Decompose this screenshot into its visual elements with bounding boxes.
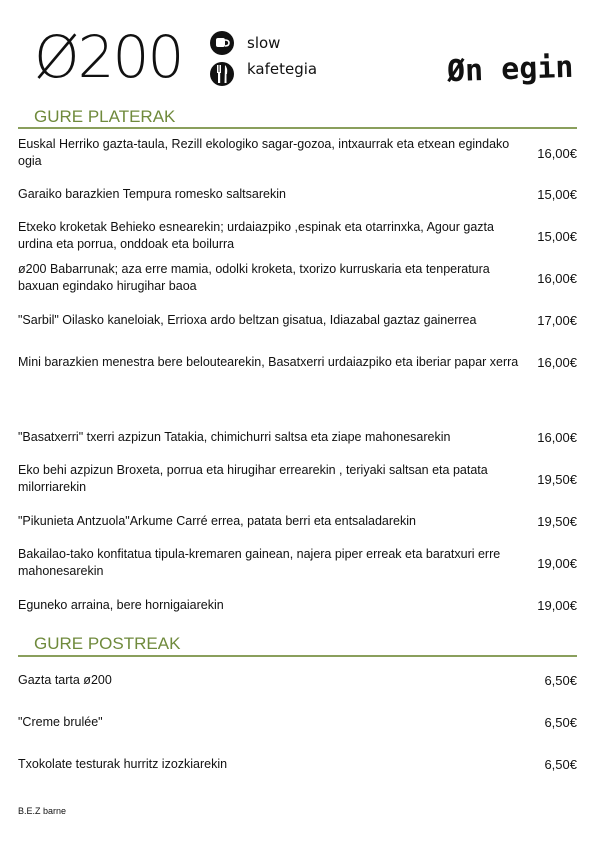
- menu-item-price: 16,00€: [537, 354, 577, 370]
- menu-item: [18, 462, 577, 496]
- logo-text: Ø200: [34, 23, 183, 91]
- menu-item: [18, 136, 577, 170]
- menu-item-name: "Basatxerri" txerri azpizun Tatakia, chimichurri saltsa eta ziape mahonesarekin: [18, 430, 451, 444]
- section-title-postreak: GURE POSTREAK: [34, 634, 181, 653]
- menu-item: [18, 345, 577, 379]
- logo-line-kafetegia: kafetegia: [247, 60, 318, 78]
- menu-item-price: 17,00€: [537, 313, 577, 328]
- menu-item: [18, 714, 577, 731]
- signature: Øn egin: [445, 49, 574, 90]
- menu-item-name: "Pikunieta Antzuola"Arkume Carré errea, patata berri eta entsaladarekin: [18, 514, 416, 528]
- menu-item-price: 6,50€: [544, 757, 577, 772]
- menu-item-price: 6,50€: [544, 673, 577, 688]
- menu-item-name: Mini barazkien menestra bere beloutearekin, Basatxerri urdaiazpiko eta iberiar papar xerra: [18, 354, 519, 369]
- footer-note: B.E.Z barne: [18, 806, 67, 816]
- section-title-platerak: GURE PLATERAK: [34, 107, 176, 126]
- menu-item-price: 19,50€: [537, 514, 577, 529]
- menu-item-name: "Sarbil" Oilasko kaneloiak, Errioxa ardo beltzan gisatua, Idiazabal gaztaz gainerrea: [18, 313, 477, 327]
- menu-item-price: 19,50€: [537, 471, 577, 487]
- menu-item-price: 16,00€: [537, 145, 577, 161]
- menu-item-name: "Creme brulée": [18, 715, 103, 729]
- menu-item-price: 6,50€: [544, 715, 577, 730]
- menu-item: [18, 186, 577, 203]
- menu-item-price: 19,00€: [537, 555, 577, 571]
- coffee-cutlery-icon: [209, 30, 235, 90]
- menu-item: [18, 597, 577, 614]
- menu-item-price: 15,00€: [537, 187, 577, 202]
- menu-item-name: Gazta tarta ø200: [18, 673, 112, 687]
- logo-words: [247, 30, 317, 82]
- menu-item-name: ø200 Babarrunak; aza erre mamia, odolki kroketa, txorizo kurruskaria eta tenperatura baxuan egindako hirugihar baoa: [18, 262, 490, 293]
- menu-item-name: Eko behi azpizun Broxeta, porrua eta hirugihar errearekin , teriyaki saltsan eta patata milorriarekin: [18, 463, 488, 494]
- logo: [34, 22, 334, 97]
- menu-item-price: 16,00€: [537, 430, 577, 445]
- menu-item-name: Etxeko kroketak Behieko esnearekin; urdaiazpiko ,espinak eta otarrinxka, Agour gazta urdina eta porrua, onddoak eta boilurra: [18, 220, 494, 251]
- menu-item: [18, 756, 577, 773]
- menu-item: [18, 312, 577, 329]
- menu-item: [18, 429, 577, 446]
- section-divider: [18, 127, 577, 129]
- menu-item: [18, 513, 577, 530]
- menu-item-price: 16,00€: [537, 270, 577, 286]
- menu-item-price: 15,00€: [537, 228, 577, 244]
- menu-item: [18, 219, 577, 253]
- menu-item-name: Txokolate testurak hurritz izozkiarekin: [18, 757, 228, 771]
- menu-item: [18, 546, 577, 580]
- menu-item-name: Euskal Herriko gazta-taula, Rezill ekologiko sagar-gozoa, intxaurrak eta etxean egindako ogia: [18, 137, 510, 168]
- menu-item-price: 19,00€: [537, 598, 577, 613]
- menu-item-name: Eguneko arraina, bere hornigaiarekin: [18, 598, 224, 612]
- menu-item: [18, 672, 577, 689]
- menu-item: [18, 261, 577, 295]
- menu-item-name: Garaiko barazkien Tempura romesko saltsarekin: [18, 187, 286, 201]
- section-divider: [18, 655, 577, 657]
- logo-line-slow: slow: [247, 34, 281, 52]
- menu-item-name: Bakailao-tako konfitatua tipula-kremaren gainean, najera piper erreak eta baratxuri erre mahonesarekin: [18, 547, 501, 578]
